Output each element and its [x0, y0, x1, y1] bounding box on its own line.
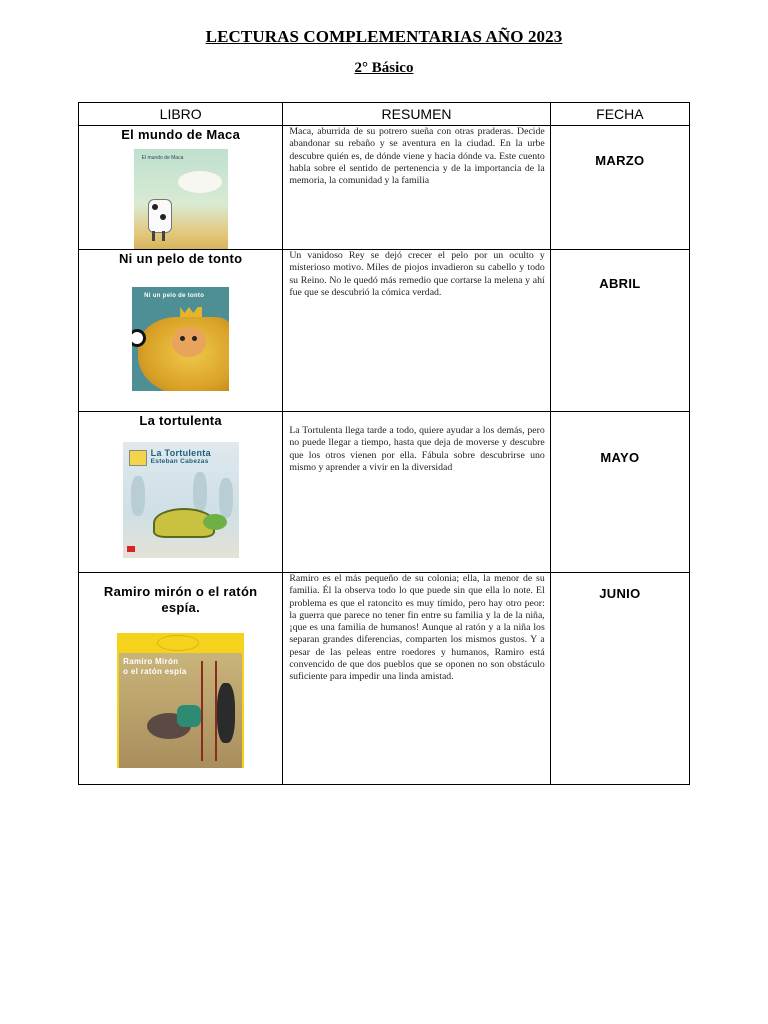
- cover-title: Ramiro Mirón o el ratón espía: [123, 657, 187, 676]
- book-month: MARZO: [595, 153, 645, 168]
- book-summary: Maca, aburrida de su potrero sueña con otras praderas. Decide abandonar su rebaño y se aventura en la ciudad. En la urbe descubre quién es, de dónde viene y hacia dónde va. Este cuento habla sobre el sentido de pertenencia y de la importancia de la memoria, la comunidad y la familia: [289, 126, 545, 187]
- table-row: [79, 250, 690, 412]
- cow-illustration: [148, 199, 172, 233]
- flag-illustration: [129, 450, 147, 466]
- table-row: [79, 126, 690, 250]
- document-title: LECTURAS COMPLEMENTARIAS AÑO 2023: [205, 27, 563, 46]
- document-subtitle: 2° Básico: [354, 60, 414, 76]
- cover-title: El mundo de Maca: [141, 155, 184, 161]
- summary-cell: [283, 412, 550, 573]
- readings-table: [78, 102, 690, 785]
- book-cover-image: [134, 149, 228, 249]
- book-cell: [79, 412, 283, 573]
- publisher-logo-icon: [127, 546, 135, 552]
- book-title: La tortulenta: [139, 413, 222, 428]
- ladder-illustration: [201, 661, 217, 761]
- girl-illustration: [217, 683, 235, 743]
- book-summary: Ramiro es el más pequeño de su colonia; ella, la menor de su familia. Él la observa todo lo que puede sin que ella lo note. El problema es que el ratoncito es muy tímido, pero hay otro peor: la guerra que parece no tener fin entre su familia y la de la niña, ¡que es una familia de humanos! Aunque al ratón y a la niña los separan grandes diferencias, comparten los mismos gustos. Y a pesar de las peleas entre roedores y humanos, Ramiro está convencido de que dos pueblos que se oponen no son obstáculo suficiente para impedir una linda amistad.: [289, 573, 545, 683]
- book-title: Ni un pelo de tonto: [118, 251, 243, 266]
- book-cover-image: [117, 633, 244, 768]
- book-cell: [79, 250, 283, 412]
- header-libro: LIBRO: [79, 103, 283, 126]
- book-cell: [79, 573, 283, 785]
- header-resumen: RESUMEN: [283, 103, 550, 126]
- date-cell: [550, 412, 689, 573]
- header-fecha: FECHA: [550, 103, 689, 126]
- table-row: [79, 412, 690, 573]
- table-header-row: [79, 103, 690, 126]
- table-row: [79, 573, 690, 785]
- summary-cell: [283, 126, 550, 250]
- cloud-illustration: [178, 171, 222, 193]
- summary-cell: [283, 573, 550, 785]
- crown-icon: [180, 307, 202, 317]
- book-cover-image: [132, 287, 229, 391]
- cover-author: Esteban Cabezas: [150, 458, 209, 465]
- date-cell: [550, 126, 689, 250]
- book-summary: Un vanidoso Rey se dejó crecer el pelo por un oculto y misterioso motivo. Miles de piojos invadieron su cabello y todo su Reino. No le quedó más remedio que cortarse la melena y ahí fue que se descubrió la cómica verdad.: [289, 250, 545, 298]
- book-cell: [79, 126, 283, 250]
- book-month: MAYO: [600, 450, 640, 465]
- cover-title: Ni un pelo de tonto: [144, 293, 205, 299]
- book-title: Ramiro mirón o el ratón espía.: [103, 584, 258, 615]
- date-cell: [550, 250, 689, 412]
- summary-cell: [283, 250, 550, 412]
- turtle-head-illustration: [203, 514, 227, 530]
- book-month: JUNIO: [599, 586, 641, 601]
- book-cover-image: [123, 442, 239, 558]
- book-summary: La Tortulenta llega tarde a todo, quiere ayudar a los demás, pero no puede llegar a tiempo, hasta que deja de moverse y descubre que los otros vienen por ella. Fábula sobre descubrirse uno mismo y aprender a vivir en la diversidad: [289, 425, 545, 473]
- cloth-illustration: [177, 705, 201, 727]
- decoration-illustration: [157, 635, 199, 651]
- book-title: El mundo de Maca: [121, 127, 241, 142]
- cover-title: La Tortulenta: [150, 448, 211, 458]
- king-face-illustration: [172, 327, 206, 357]
- book-month: ABRIL: [599, 276, 641, 291]
- date-cell: [550, 573, 689, 785]
